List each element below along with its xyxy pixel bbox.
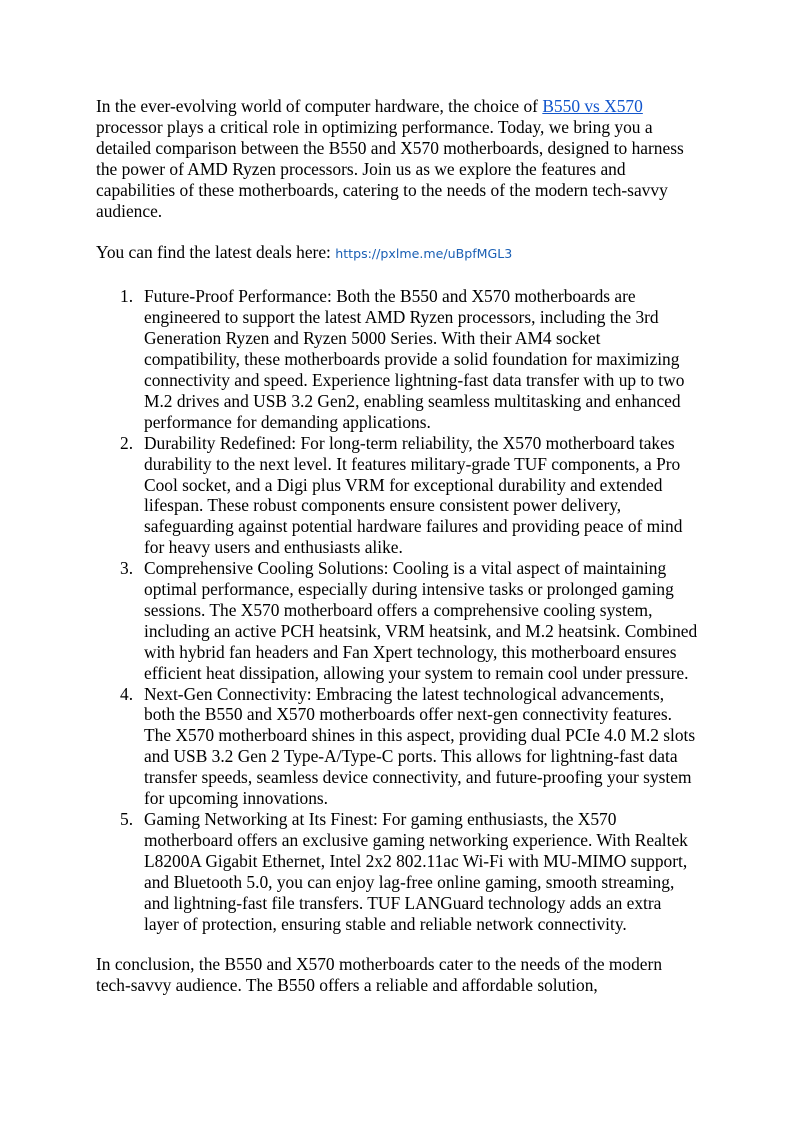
list-item-text: Future-Proof Performance: Both the B550 and X570 motherboards are engineered to support the latest AMD Ryzen processors, including the 3rd Generation Ryzen and Ryzen 5000 Series. With their AM4 socket compatibility, these motherboards provide a solid foundation for maximizing connectivity and speed. Experience lightning-fast data transfer with up to two M.2 drives and USB 3.2 Gen2, enabling seamless multitasking and enhanced performance for demanding applications. [144,286,685,432]
list-item [96,433,699,558]
document-page [96,96,699,996]
deals-text: You can find the latest deals here: [96,242,336,263]
list-item-text: Gaming Networking at Its Finest: For gaming enthusiasts, the X570 motherboard offers an exclusive gaming networking experience. With Realtek L8200A Gigabit Ethernet, Intel 2x2 802.11ac Wi-Fi with MU-MIMO support, and Bluetooth 5.0, you can enjoy lag-free online gaming, smooth streaming, and lightning-fast file transfers. TUF LANGuard technology adds an extra layer of protection, ensuring stable and reliable network connectivity. [144,809,688,934]
list-item-text: Durability Redefined: For long-term reliability, the X570 motherboard takes durability to the next level. It features military-grade TUF components, a Pro Cool socket, and a Digi plus VRM for exceptional durability and extended lifespan. These robust components ensure consistent power delivery, safeguarding against potential hardware failures and providing peace of mind for heavy users and enthusiasts alike. [144,432,683,558]
list-item-number: 3. [120,558,134,579]
conclusion-paragraph: In conclusion, the B550 and X570 motherboards cater to the needs of the modern tech-savvy audience. The B550 offers a reliable and affordable solution, [96,954,663,996]
list-item [96,558,699,683]
list-item [96,684,699,809]
deals-paragraph [96,242,699,265]
list-item-number: 5. [120,809,134,829]
features-list [96,286,699,934]
list-item-number: 2. [120,432,134,453]
deals-link[interactable]: https://pxlme.me/uBpfMGL3 [335,246,513,262]
list-item [96,809,699,934]
list-item [96,286,699,432]
list-item-number: 1. [120,286,134,307]
list-item-text: Next-Gen Connectivity: Embracing the latest technological advancements, both the B550 and X570 motherboards offer next-gen connectivity features. The X570 motherboard shines in this aspect, providing dual PCIe 4.0 M.2 slots and USB 3.2 Gen 2 Type-A/Type-C ports. This allows for lightning-fast data transfer speeds, seamless device connectivity, and future-proofing your system for upcoming innovations. [144,683,696,809]
list-item-number: 4. [120,683,134,704]
intro-text-after: processor plays a critical role in optimizing performance. Today, we bring you a detailed comparison between the B550 and X570 motherboards, designed to harness the power of AMD Ryzen processors. Join us as we explore the features and capabilities of these motherboards, catering to the needs of the modern tech-savvy audience. [96,116,684,221]
list-item-text: Comprehensive Cooling Solutions: Cooling is a vital aspect of maintaining optimal performance, especially during intensive tasks or prolonged gaming sessions. The X570 motherboard offers a comprehensive cooling system, including an active PCH heatsink, VRM heatsink, and M.2 heatsink. Combined with hybrid fan headers and Fan Xpert technology, this motherboard ensures efficient heat dissipation, allowing your system to remain cool under pressure. [144,558,698,683]
intro-text-before: In the ever-evolving world of computer hardware, the choice of [96,96,543,116]
b550-vs-x570-link[interactable]: B550 vs X570 [542,96,643,116]
intro-paragraph [96,96,699,221]
